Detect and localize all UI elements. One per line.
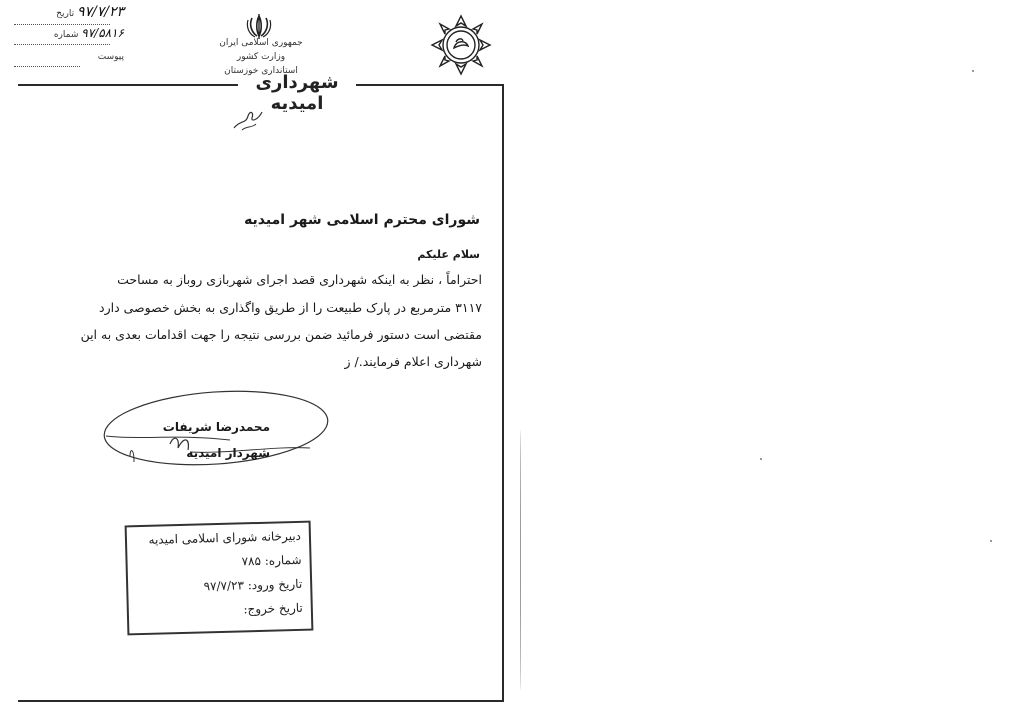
number-underline (14, 44, 110, 45)
attachment-underline (14, 66, 80, 67)
header-ministry: وزارت کشور (236, 52, 286, 62)
page-frame-right (502, 84, 504, 702)
iran-emblem-icon (244, 14, 274, 40)
header-rule-left (18, 84, 238, 86)
number-value: ۹۷/۵۸۱۶ (81, 26, 124, 40)
page-frame-bottom (18, 700, 504, 702)
scan-fold-line (520, 430, 521, 690)
date-underline (14, 24, 110, 25)
date-field (14, 4, 124, 20)
attachment-field (14, 52, 124, 62)
stamp-number-label: شماره: (264, 552, 302, 568)
municipality-logo-icon (428, 12, 494, 78)
scan-speck (990, 540, 992, 542)
scan-speck (760, 458, 762, 460)
letter-salutation: سلام علیکم (417, 248, 480, 261)
date-label: تاریخ (56, 9, 75, 19)
stamp-entry-label: تاریخ ورود: (247, 576, 303, 593)
stamp-number (241, 553, 301, 569)
handwritten-note-icon (232, 106, 266, 132)
header-province: استانداری خوزستان (224, 66, 298, 76)
stamp-exit-label: تاریخ خروج: (243, 600, 303, 617)
scan-speck (972, 70, 974, 72)
signatory-title: شهردار امیدیه (186, 446, 270, 460)
letter-body-line-1: احتراماً ، نظر به اینکه شهرداری قصد اجرای شهربازی روباز به مساحت (117, 272, 482, 287)
attachment-label: پیوست (97, 52, 124, 62)
letter-body-line-4: شهرداری اعلام فرمایند./ ز (344, 354, 482, 369)
number-field (14, 26, 124, 40)
letter-body-line-3: مقتضی است دستور فرمائید ضمن بررسی نتیجه را جهت اقدامات بعدی به این (80, 327, 482, 342)
stamp-entry-date (203, 577, 302, 594)
signatory-name: محمدرضا شریفات (162, 420, 270, 434)
header-country: جمهوری اسلامی ایران (219, 38, 303, 48)
letter-body-line-2: ۳۱۱۷ مترمربع در پارک طبیعت را از طریق واگذاری به بخش خصوصی دارد (99, 300, 482, 315)
date-value: ۹۷/۷/۲۳ (76, 4, 124, 20)
header-rule-right (356, 84, 504, 86)
stamp-entry-value: ۹۷/۷/۲۳ (203, 578, 245, 594)
stamp-exit-date (243, 601, 303, 617)
number-label: شماره (53, 30, 79, 40)
stamp-title: دبیرخانه شورای اسلامی امیدیه (148, 528, 302, 547)
letter-addressee: شورای محترم اسلامی شهر امیدیه (244, 212, 480, 228)
stamp-number-value: ۷۸۵ (241, 553, 262, 569)
municipality-name: شهرداری امیدیه (255, 72, 339, 114)
council-registration-stamp (125, 521, 314, 636)
